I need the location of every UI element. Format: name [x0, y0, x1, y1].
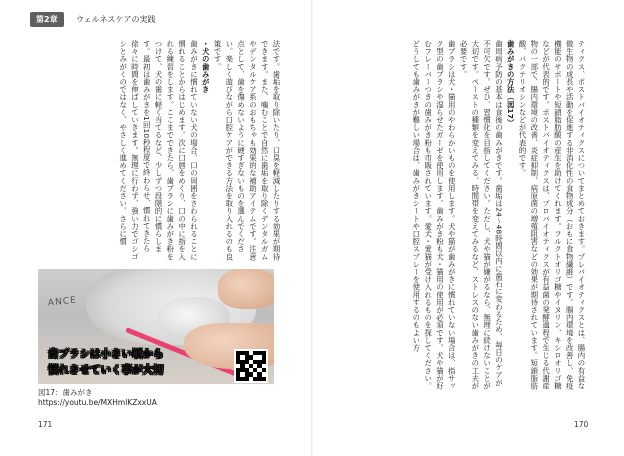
running-title: ウェルネスケアの実践 — [76, 15, 156, 24]
video-caption-line-1: 歯ブラシは小さい頃から — [48, 348, 164, 360]
page-number-right: 170 — [574, 420, 589, 429]
left-subheading: ・犬の歯みがき — [201, 40, 211, 94]
left-para-2: 歯みがきに慣れていない犬の場合、口の周囲をさわられることに慣れることからはじめます。次に口唇をめくり、口の中に指を入れる練習をします。ここまでできたら、歯ブラシに歯みがき粉をつけて、犬の歯に軽く当てるなど、少しずつ段階的に慣らします。最初は歯みがきを1回10秒程度で終わらせ、慣れてきたら徐々に時間を伸ばしていきます。無理に行わず、強い力でゴシゴシとみがくのではなく、やさしく進めてください。さらに慣 — [118, 40, 199, 261]
left-page-text — [40, 40, 282, 266]
right-para-3: 歯ブラシは犬・猫用のやわらかいものを使用します。犬や猫が歯みがきに慣れていない場合は、指サック型の歯ブラシや湿らせたガーゼを使用します。歯みがき粉も犬・猫用の使用が必須です。犬や猫が好むフレーバーつきの歯みがき粉も市販されています。愛犬・愛猫が受け入れるものを探してください。 — [423, 40, 457, 390]
qr-code-icon[interactable] — [234, 349, 268, 383]
right-heading: 歯みがきの方法（図17） — [506, 40, 516, 127]
page-gutter — [311, 0, 313, 456]
video-caption — [40, 346, 228, 382]
clothing-brand-text: ANCE — [47, 295, 78, 309]
right-para-2: 歯周病予防の基本は食後の歯みがきです。歯垢は24〜48時間以内に歯石に変わるため、毎日のケアが不可欠です。ぜひ、習慣化を目指してください。ただし、犬や猫が嫌がるなら、無理に続けないことが大切です。ペーストの種類を変えてみる、時間帯を変えてみるなど、ストレスのない歯みがきの工夫が必要です。 — [459, 40, 504, 390]
figure-17-video-still — [38, 269, 274, 384]
figure-label: 図17：歯みがき — [38, 388, 93, 397]
video-caption-line-2: 慣れさせていく事が大切 — [48, 364, 164, 376]
chapter-badge: 第2章 — [30, 12, 64, 27]
right-para-1: ティクス、ポストバイオティクスについてまとめておきます。プレバイオティクスとは、腸内の有益な微生物の成長や活動を促進する非消化性の食物成分（おもに食物繊維）です。腸内環境を改善し、免疫機能のサポートや短鎖脂肪酸の産生を助けてくれます。フルクトオリゴ糖やイヌリン、キシロオリゴ糖などが代表的です。ポストバイオティクスは、プロバイオティクスが有益菌の発酵過程で生じる代謝産物の一部で、腸内環境の改善、炎症抑制、病原菌の増殖阻害などの効果が期待されています。短鎖脂肪酸、バクテリオシンなどが代表的です。 — [518, 40, 586, 390]
left-para-1: 法です。歯垢を取り除いたり、口臭を軽減したりする効果が期待できます。また、噛むことで自然に歯垢を取り除くデンタルガムやデンタルケア系のおもちゃも効果的な補助アイテムです。注意点として、歯を傷めないように硬すぎないものを選んでください。楽しく遊びながら口腔ケアができる方法を取り入れるのも良策です。 — [213, 40, 281, 261]
right-page-text — [325, 40, 587, 390]
right-para-4: どうしても歯みがきが難しい場合は、歯みがきシートや口腔スプレーを使用するのもよい方 — [411, 40, 421, 352]
hand-image — [218, 269, 274, 309]
page-number-left: 171 — [38, 420, 53, 429]
figure-url-link[interactable]: https://youtu.be/MXHmlKZxxUA — [38, 398, 157, 407]
